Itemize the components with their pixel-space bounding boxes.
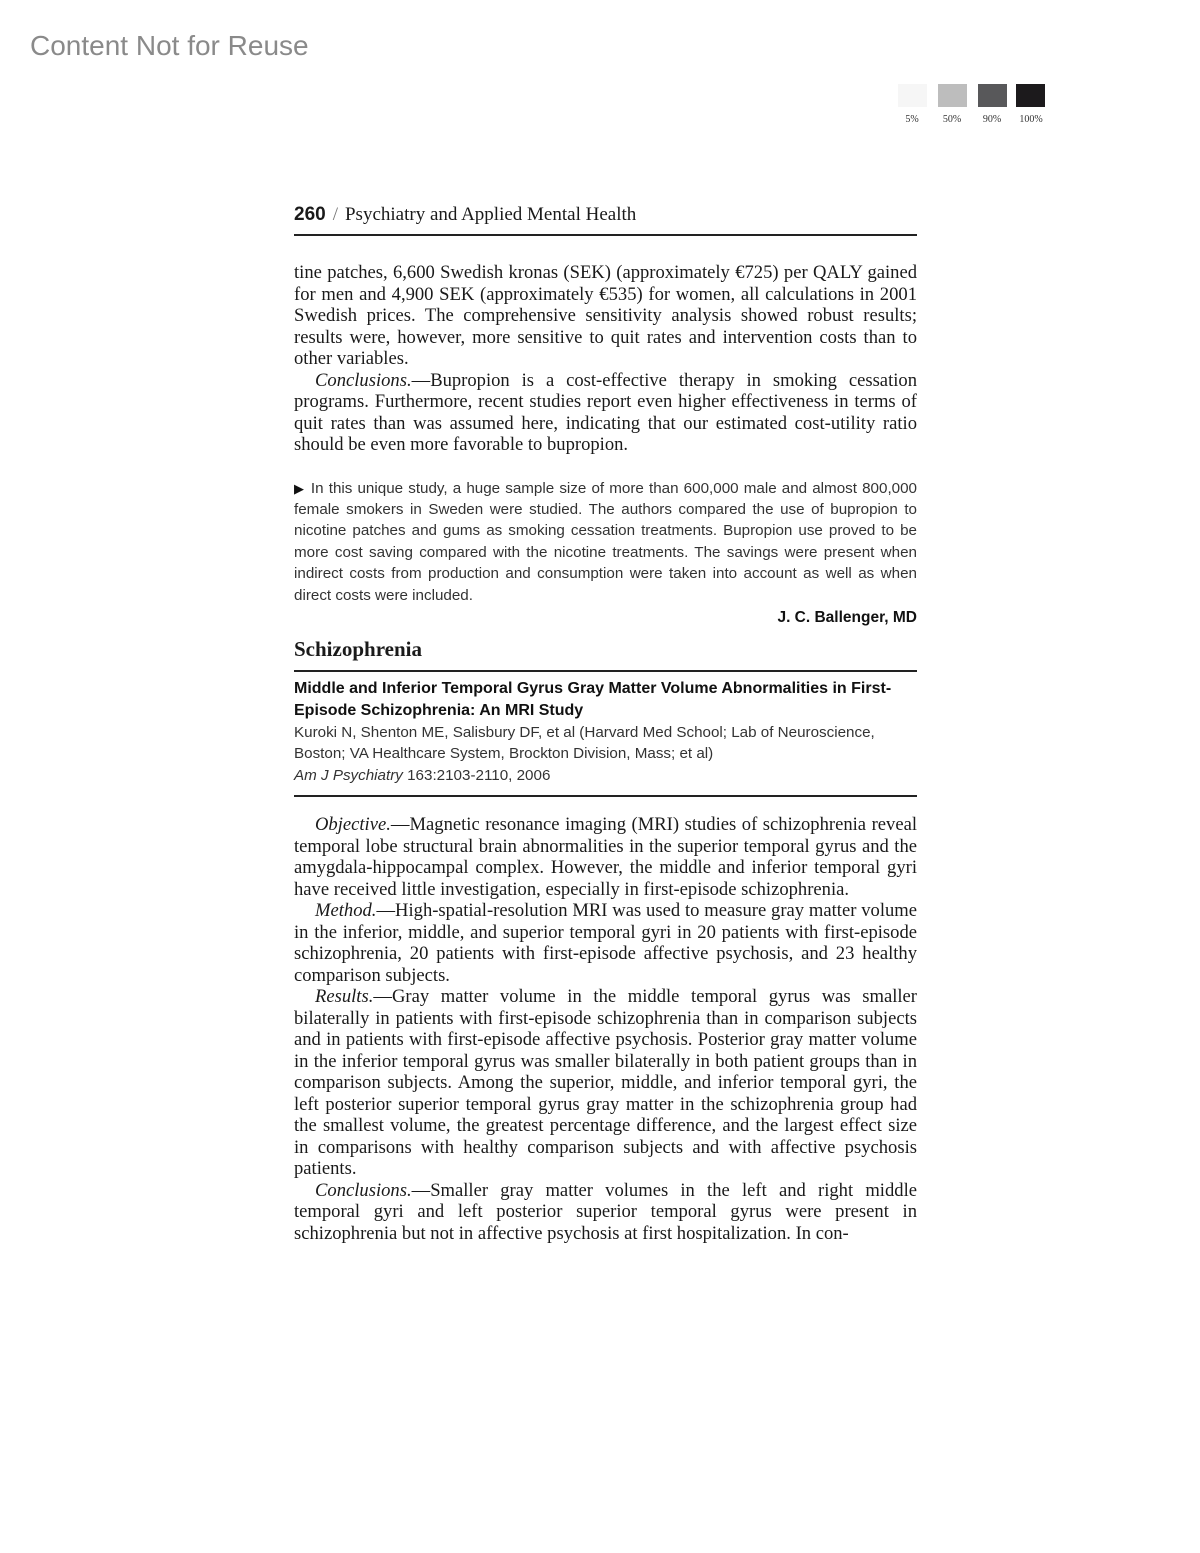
- continued-conclusions-paragraph: [294, 370, 917, 456]
- section-heading: Schizophrenia: [294, 637, 917, 672]
- method-paragraph: [294, 900, 917, 986]
- objective-label: Objective.: [315, 814, 391, 836]
- objective-text: —Magnetic resonance imaging (MRI) studies of schizophrenia reveal temporal lobe structural brain abnormalities in the superior temporal gyrus and the amygdala-hippocampal complex. However, the middle and inferior temporal gyri have received little investigation, especially in first-episode schizophrenia.: [294, 814, 917, 900]
- article-authors: Kuroki N, Shenton ME, Salisbury DF, et al (Harvard Med School; Lab of Neuroscience, Boston; VA Healthcare System, Brockton Division, Mass; et al): [294, 723, 875, 763]
- conclusions-label: Conclusions.: [315, 369, 412, 391]
- commentary-text: In this unique study, a huge sample size of more than 600,000 male and almost 800,000 female smokers in Sweden were studied. The authors compared the use of bupropion to nicotine patches and gums as smoking cessation treatments. Bupropion use proved to be more cost saving compared with the nicotine treatments. The savings were present when indirect costs from production and consumption were taken into account as well as when direct costs were included.: [294, 479, 917, 604]
- abstract-conclusions-text: —Smaller gray matter volumes in the left and right middle temporal gyri and left posterior superior temporal gyrus were present in schizophrenia but not in affective psychosis at first hospitalization. In con-: [294, 1179, 917, 1244]
- header-separator: /: [332, 204, 338, 225]
- conclusions-text: —Bupropion is a cost-effective therapy in smoking cessation programs. Furthermore, recent studies report even higher effectiveness in terms of quit rates than was assumed here, indicating that our estimated cost-utility ratio should be even more favorable to bupropion.: [294, 369, 917, 455]
- swatch-5: [898, 84, 927, 107]
- results-label: Results.: [315, 986, 374, 1008]
- commentary-signature: J. C. Ballenger, MD: [777, 608, 917, 626]
- abstract-conclusions-label: Conclusions.: [315, 1179, 412, 1201]
- continued-abstract-paragraph: tine patches, 6,600 Swedish kronas (SEK) (approximately €725) per QALY gained for men and 4,900 SEK (approximately €535) for women, all calculations in 2001 Swedish prices. The comprehensive sensitivity analysis showed robust results; results were, however, more sensitive to quit rates and intervention costs than to other variables.: [294, 262, 917, 369]
- swatch-50: [938, 84, 967, 107]
- conclusions-paragraph: [294, 1180, 917, 1245]
- swatch-label-90: 90%: [982, 114, 1002, 125]
- objective-paragraph: [294, 814, 917, 900]
- article-header: [294, 672, 917, 797]
- swatch-100: [1016, 84, 1045, 107]
- triangle-bullet-icon: ▶: [294, 480, 305, 496]
- citation-journal: Am J Psychiatry: [294, 766, 403, 784]
- swatch-label-5: 5%: [905, 114, 919, 125]
- page-number: 260: [294, 204, 326, 225]
- results-paragraph: [294, 986, 917, 1180]
- journal-page: [294, 204, 917, 1244]
- editor-commentary: [294, 478, 917, 606]
- method-text: —High-spatial-resolution MRI was used to measure gray matter volume in the inferior, middle, and superior temporal gyri in 20 patients with first-episode schizophrenia, 20 patients with first-episode affective psychosis, and 23 healthy comparison subjects.: [294, 900, 917, 986]
- journal-title: Psychiatry and Applied Mental Health: [344, 204, 637, 225]
- article-abstract: [294, 814, 917, 1244]
- article-citation: [294, 765, 917, 786]
- results-text: —Gray matter volume in the middle temporal gyrus was smaller bilaterally in patients with first-episode schizophrenia than in comparison subjects and in patients with first-episode affective psychosis. Posterior gray matter volume in the inferior temporal gyrus was smaller bilaterally in both patient groups than in comparison subjects. Among the superior, middle, and inferior temporal gyri, the left posterior superior temporal gyrus gray matter in the schizophrenia group had the smallest volume, the greatest percentage difference, and the largest effect size in comparisons with healthy comparison subjects and with affective psychosis patients.: [294, 986, 917, 1180]
- swatch-label-100: 100%: [1019, 114, 1043, 125]
- method-label: Method.: [315, 900, 377, 922]
- running-head: [294, 204, 917, 236]
- swatch-90: [978, 84, 1007, 107]
- article-title: Middle and Inferior Temporal Gyrus Gray Matter Volume Abnormalities in First-Episode Schizophrenia: An MRI Study: [294, 679, 892, 719]
- swatch-label-50: 50%: [942, 114, 962, 125]
- citation-details: 163:2103-2110, 2006: [407, 766, 551, 784]
- watermark-text: Content Not for Reuse: [30, 30, 309, 61]
